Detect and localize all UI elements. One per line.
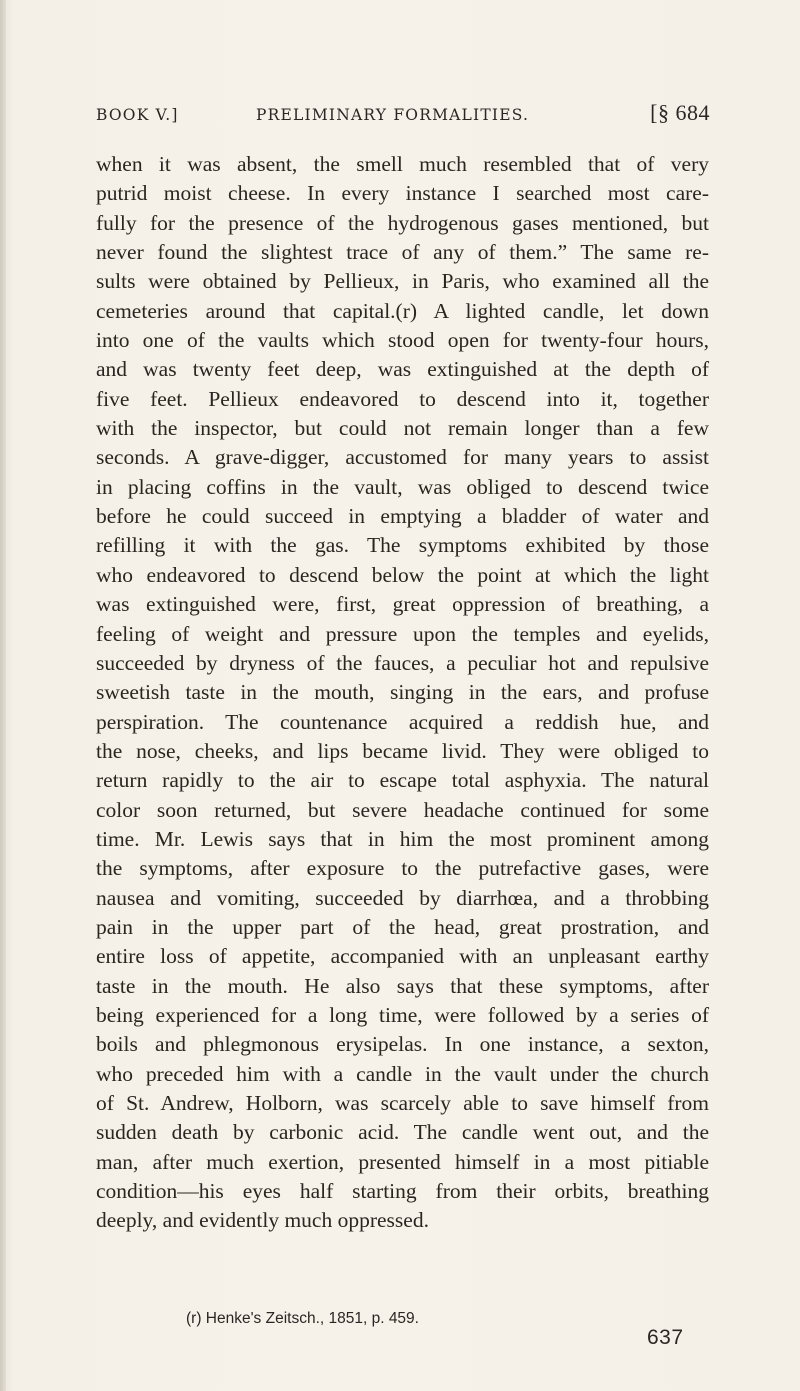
text-line: refilling it with the gas. The symptoms exhibited by those <box>96 533 709 558</box>
running-head-title: PRELIMINARY FORMALITIES. <box>256 106 530 124</box>
text-line: entire loss of appetite, accompanied with an unpleasant earthy <box>96 944 709 969</box>
text-line: the nose, cheeks, and lips became livid. They were obliged to <box>96 738 709 763</box>
text-line: boils and phlegmonous erysipelas. In one instance, a sexton, <box>96 1032 709 1057</box>
running-head <box>96 100 710 136</box>
text-line: into one of the vaults which stood open for twenty-four hours, <box>96 328 709 353</box>
text-line: when it was absent, the smell much resembled that of very <box>96 152 709 176</box>
text-line: condition—his eyes half starting from their orbits, breathing <box>96 1179 709 1204</box>
text-line: putrid moist cheese. In every instance I searched most care- <box>96 181 709 206</box>
text-line: of St. Andrew, Holborn, was scarcely able to save himself from <box>96 1091 709 1115</box>
text-line: five feet. Pellieux endeavored to descend into it, together <box>96 386 709 411</box>
text-line: fully for the presence of the hydrogenous gases mentioned, but <box>96 210 709 235</box>
text-line: taste in the mouth. He also says that these symptoms, after <box>96 973 709 998</box>
text-line: sweetish taste in the mouth, singing in the ears, and profuse <box>96 680 709 705</box>
text-line: who preceded him with a candle in the vault under the church <box>96 1061 709 1086</box>
binding-edge <box>0 0 6 1391</box>
page-number: 637 <box>647 1326 684 1349</box>
text-line: the symptoms, after exposure to the putrefactive gases, were <box>96 856 709 881</box>
body-paragraph <box>96 150 709 1236</box>
text-line: succeeded by dryness of the fauces, a peculiar hot and repulsive <box>96 650 709 675</box>
text-line: sults were obtained by Pellieux, in Paris, who examined all the <box>96 269 709 294</box>
text-line: cemeteries around that capital.(r) A lighted candle, let down <box>96 298 709 323</box>
text-line: with the inspector, but could not remain longer than a few <box>96 416 709 441</box>
text-line: never found the slightest trace of any of them.” The same re- <box>96 240 709 265</box>
text-line: nausea and vomiting, succeeded by diarrhœa, and a throbbing <box>96 885 709 910</box>
text-line: before he could succeed in emptying a bladder of water and <box>96 504 709 529</box>
text-line: being experienced for a long time, were followed by a series of <box>96 1002 709 1027</box>
text-line: feeling of weight and pressure upon the temples and eyelids, <box>96 621 709 646</box>
text-line: return rapidly to the air to escape total asphyxia. The natural <box>96 768 709 793</box>
text-line: was extinguished were, first, great oppression of breathing, a <box>96 592 709 617</box>
text-line: pain in the upper part of the head, great prostration, and <box>96 914 709 939</box>
footnote: (r) Henke's Zeitsch., 1851, p. 459. <box>186 1310 419 1327</box>
text-line: and was twenty feet deep, was extinguished at the depth of <box>96 357 709 382</box>
text-line: time. Mr. Lewis says that in him the most prominent among <box>96 826 709 851</box>
text-line: perspiration. The countenance acquired a reddish hue, and <box>96 709 709 734</box>
text-line: deeply, and evidently much oppressed. <box>96 1208 429 1233</box>
text-line: color soon returned, but severe headache continued for some <box>96 797 709 822</box>
text-line: in placing coffins in the vault, was obliged to descend twice <box>96 474 709 499</box>
running-head-book: BOOK V.] <box>96 106 179 124</box>
text-line: seconds. A grave-digger, accustomed for many years to assist <box>96 445 709 470</box>
running-head-section: [§ 684 <box>650 100 710 125</box>
text-line: sudden death by carbonic acid. The candle went out, and the <box>96 1120 709 1145</box>
text-line: who endeavored to descend below the point at which the light <box>96 562 709 587</box>
text-line: man, after much exertion, presented himself in a most pitiable <box>96 1149 709 1174</box>
